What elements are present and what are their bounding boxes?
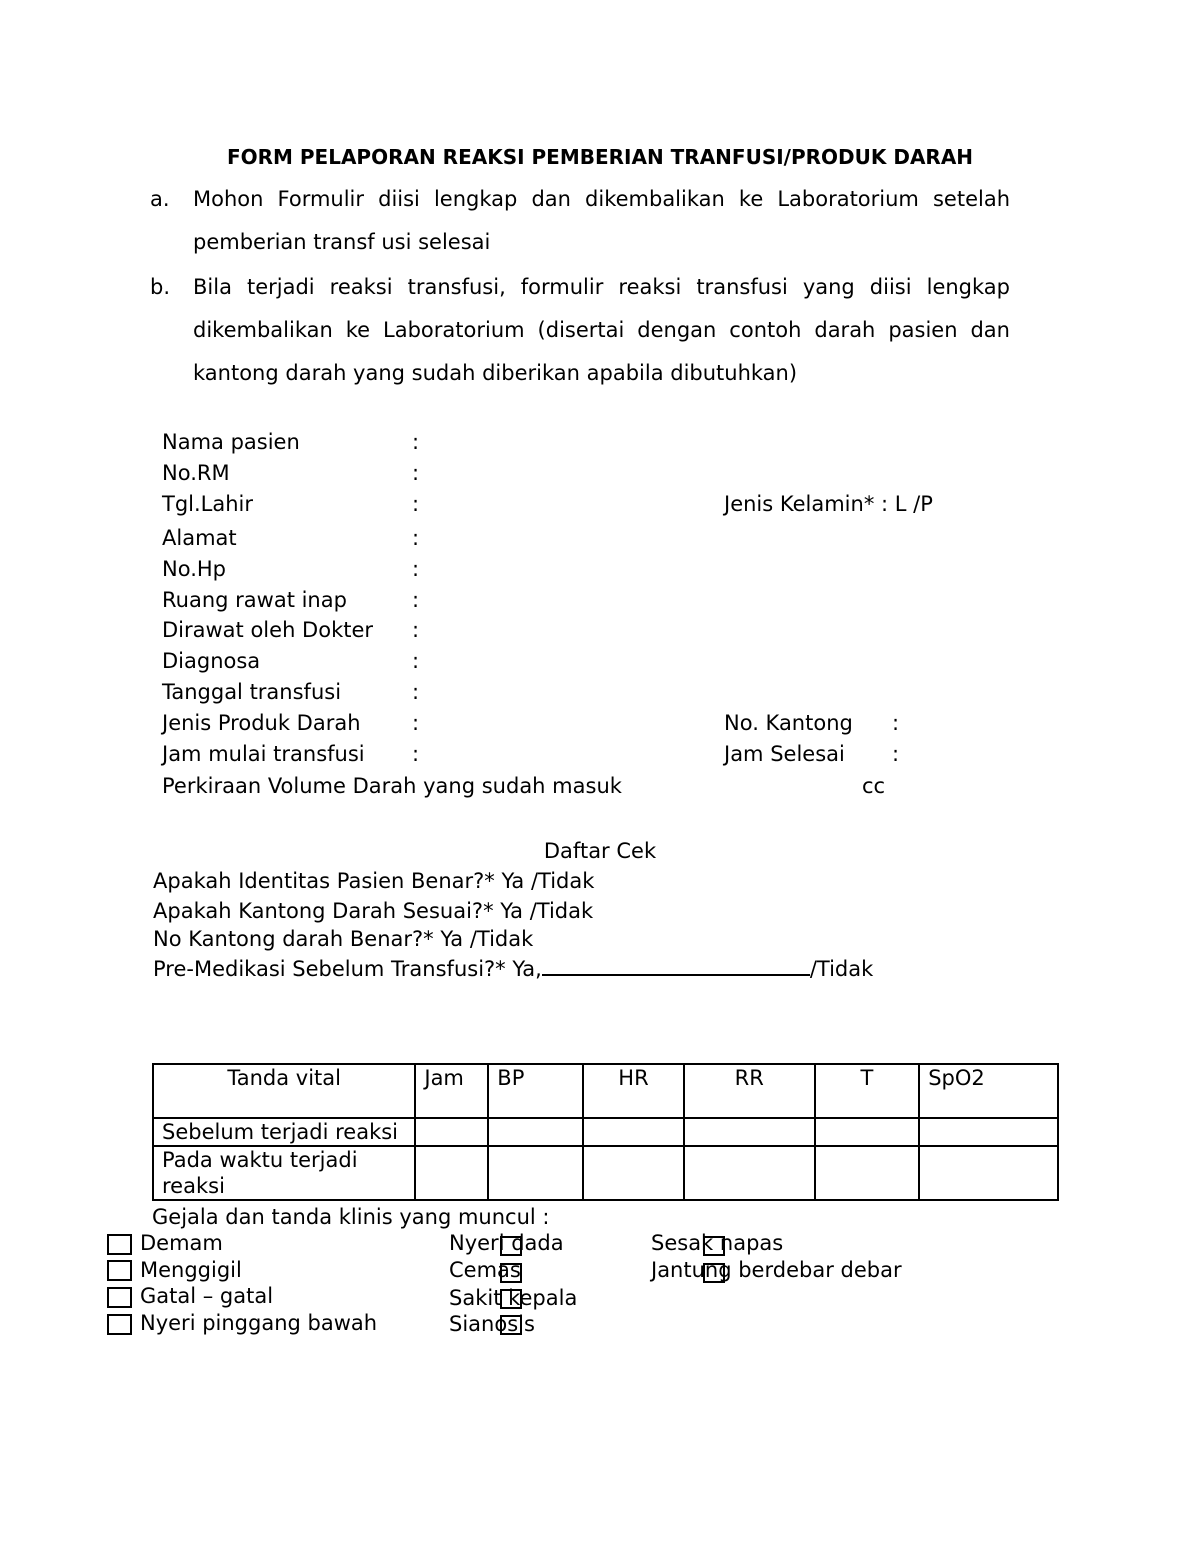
header-rr: RR [684,1064,815,1118]
label-perkiraan-volume: Perkiraan Volume Darah yang sudah masuk [162,774,622,798]
colon: : [412,618,420,642]
colon: : [412,492,420,516]
checklist-question: Apakah Identitas Pasien Benar?* Ya /Tidak [153,869,595,893]
table-cell[interactable] [684,1146,815,1200]
checkbox-sianosis[interactable] [500,1315,522,1335]
colon: : [892,711,900,735]
checklist-question: Apakah Kantong Darah Sesuai?* Ya /Tidak [153,899,594,923]
checkbox-cemas[interactable] [500,1263,522,1283]
colon: : [412,557,420,581]
checkbox-nyeri-dada[interactable] [500,1236,522,1256]
instruction-text: Bila terjadi reaksi transfusi, formulir reaksi transfusi yang diisi lengkap dikembalikan ke Laboratorium (disertai dengan contoh darah pasien dan kantong darah yang sudah diberikan apabila dibutuhkan) [193,275,1010,385]
symptom-sianosis: Sianosis [449,1312,535,1336]
checkbox-sakit-kepala[interactable] [500,1289,522,1309]
symptom-demam: Demam [140,1231,223,1255]
colon: : [412,649,420,673]
table-cell[interactable] [488,1118,583,1146]
colon: : [412,680,420,704]
colon: : [412,588,420,612]
table-cell[interactable] [919,1146,1058,1200]
table-row [153,1146,1058,1200]
unit-cc: cc [862,774,886,798]
header-hr: HR [583,1064,684,1118]
checklist-heading: Daftar Cek [543,839,657,863]
table-cell[interactable] [919,1118,1058,1146]
checkbox-jantung-berdebar[interactable] [703,1263,725,1283]
checklist-question: No Kantong darah Benar?* Ya /Tidak [153,927,534,951]
colon: : [412,711,420,735]
row-label: Pada waktu terjadi reaksi [153,1146,415,1200]
table-cell[interactable] [415,1118,488,1146]
label-tgl-lahir: Tgl.Lahir [162,492,254,516]
label-dirawat-oleh-dokter: Dirawat oleh Dokter [162,618,374,642]
colon: : [412,742,420,766]
table-cell[interactable] [583,1146,684,1200]
instruction-text: Mohon Formulir diisi lengkap dan dikembalikan ke Laboratorium setelah pemberian transf usi selesai [193,187,1010,254]
checkbox-gatal[interactable] [107,1287,132,1308]
table-cell[interactable] [415,1146,488,1200]
label-no-kantong: No. Kantong [724,711,853,735]
row-label: Sebelum terjadi reaksi [153,1118,415,1146]
colon: : [892,742,900,766]
premedikasi-suffix: /Tidak [809,957,874,981]
table-header-row [153,1064,1058,1118]
symptom-menggigil: Menggigil [140,1258,242,1282]
vital-signs-table [152,1063,1059,1201]
checkbox-demam[interactable] [107,1234,132,1255]
colon: : [412,461,420,485]
symptom-jantung-berdebar: Jantung berdebar debar [651,1258,902,1282]
label-no-rm: No.RM [162,461,230,485]
label-jenis-kelamin: Jenis Kelamin* : L /P [724,492,933,516]
table-cell[interactable] [583,1118,684,1146]
header-spo2: SpO2 [919,1064,1058,1118]
colon: : [412,430,420,454]
instruction-a [150,178,1010,264]
symptom-nyeri-pinggang: Nyeri pinggang bawah [140,1311,378,1335]
premedikasi-blank-line[interactable] [542,954,810,976]
header-tanda-vital: Tanda vital [153,1064,415,1118]
label-tanggal-transfusi: Tanggal transfusi [162,680,342,704]
header-jam: Jam [415,1064,488,1118]
label-jam-selesai: Jam Selesai [724,742,845,766]
symptom-sakit-kepala: Sakit kepala [449,1286,578,1310]
symptom-gatal: Gatal – gatal [140,1284,274,1308]
premedikasi-prefix: Pre-Medikasi Sebelum Transfusi?* Ya, [153,957,542,981]
header-bp: BP [488,1064,583,1118]
table-cell[interactable] [488,1146,583,1200]
label-alamat: Alamat [162,526,237,550]
label-nama-pasien: Nama pasien [162,430,300,454]
checkbox-menggigil[interactable] [107,1260,132,1281]
checkbox-nyeri-pinggang[interactable] [107,1314,132,1335]
table-cell[interactable] [815,1118,920,1146]
checklist-question-premedikasi [153,954,873,981]
instruction-b [150,266,1010,395]
label-no-hp: No.Hp [162,557,226,581]
instruction-marker: b. [150,275,171,299]
symptoms-heading: Gejala dan tanda klinis yang muncul : [152,1205,550,1229]
table-row [153,1118,1058,1146]
label-jam-mulai-transfusi: Jam mulai transfusi [162,742,365,766]
label-jenis-produk-darah: Jenis Produk Darah [162,711,361,735]
table-cell[interactable] [684,1118,815,1146]
symptom-cemas: Cemas [449,1258,521,1282]
table-cell[interactable] [815,1146,920,1200]
symptom-nyeri-dada: Nyeri dada [449,1231,564,1255]
instruction-marker: a. [150,187,170,211]
header-t: T [815,1064,920,1118]
symptom-sesak-napas: Sesak napas [651,1231,784,1255]
label-ruang-rawat-inap: Ruang rawat inap [162,588,347,612]
colon: : [412,526,420,550]
label-diagnosa: Diagnosa [162,649,261,673]
checkbox-sesak-napas[interactable] [703,1236,725,1256]
form-title: FORM PELAPORAN REAKSI PEMBERIAN TRANFUSI/PRODUK DARAH [226,145,974,169]
